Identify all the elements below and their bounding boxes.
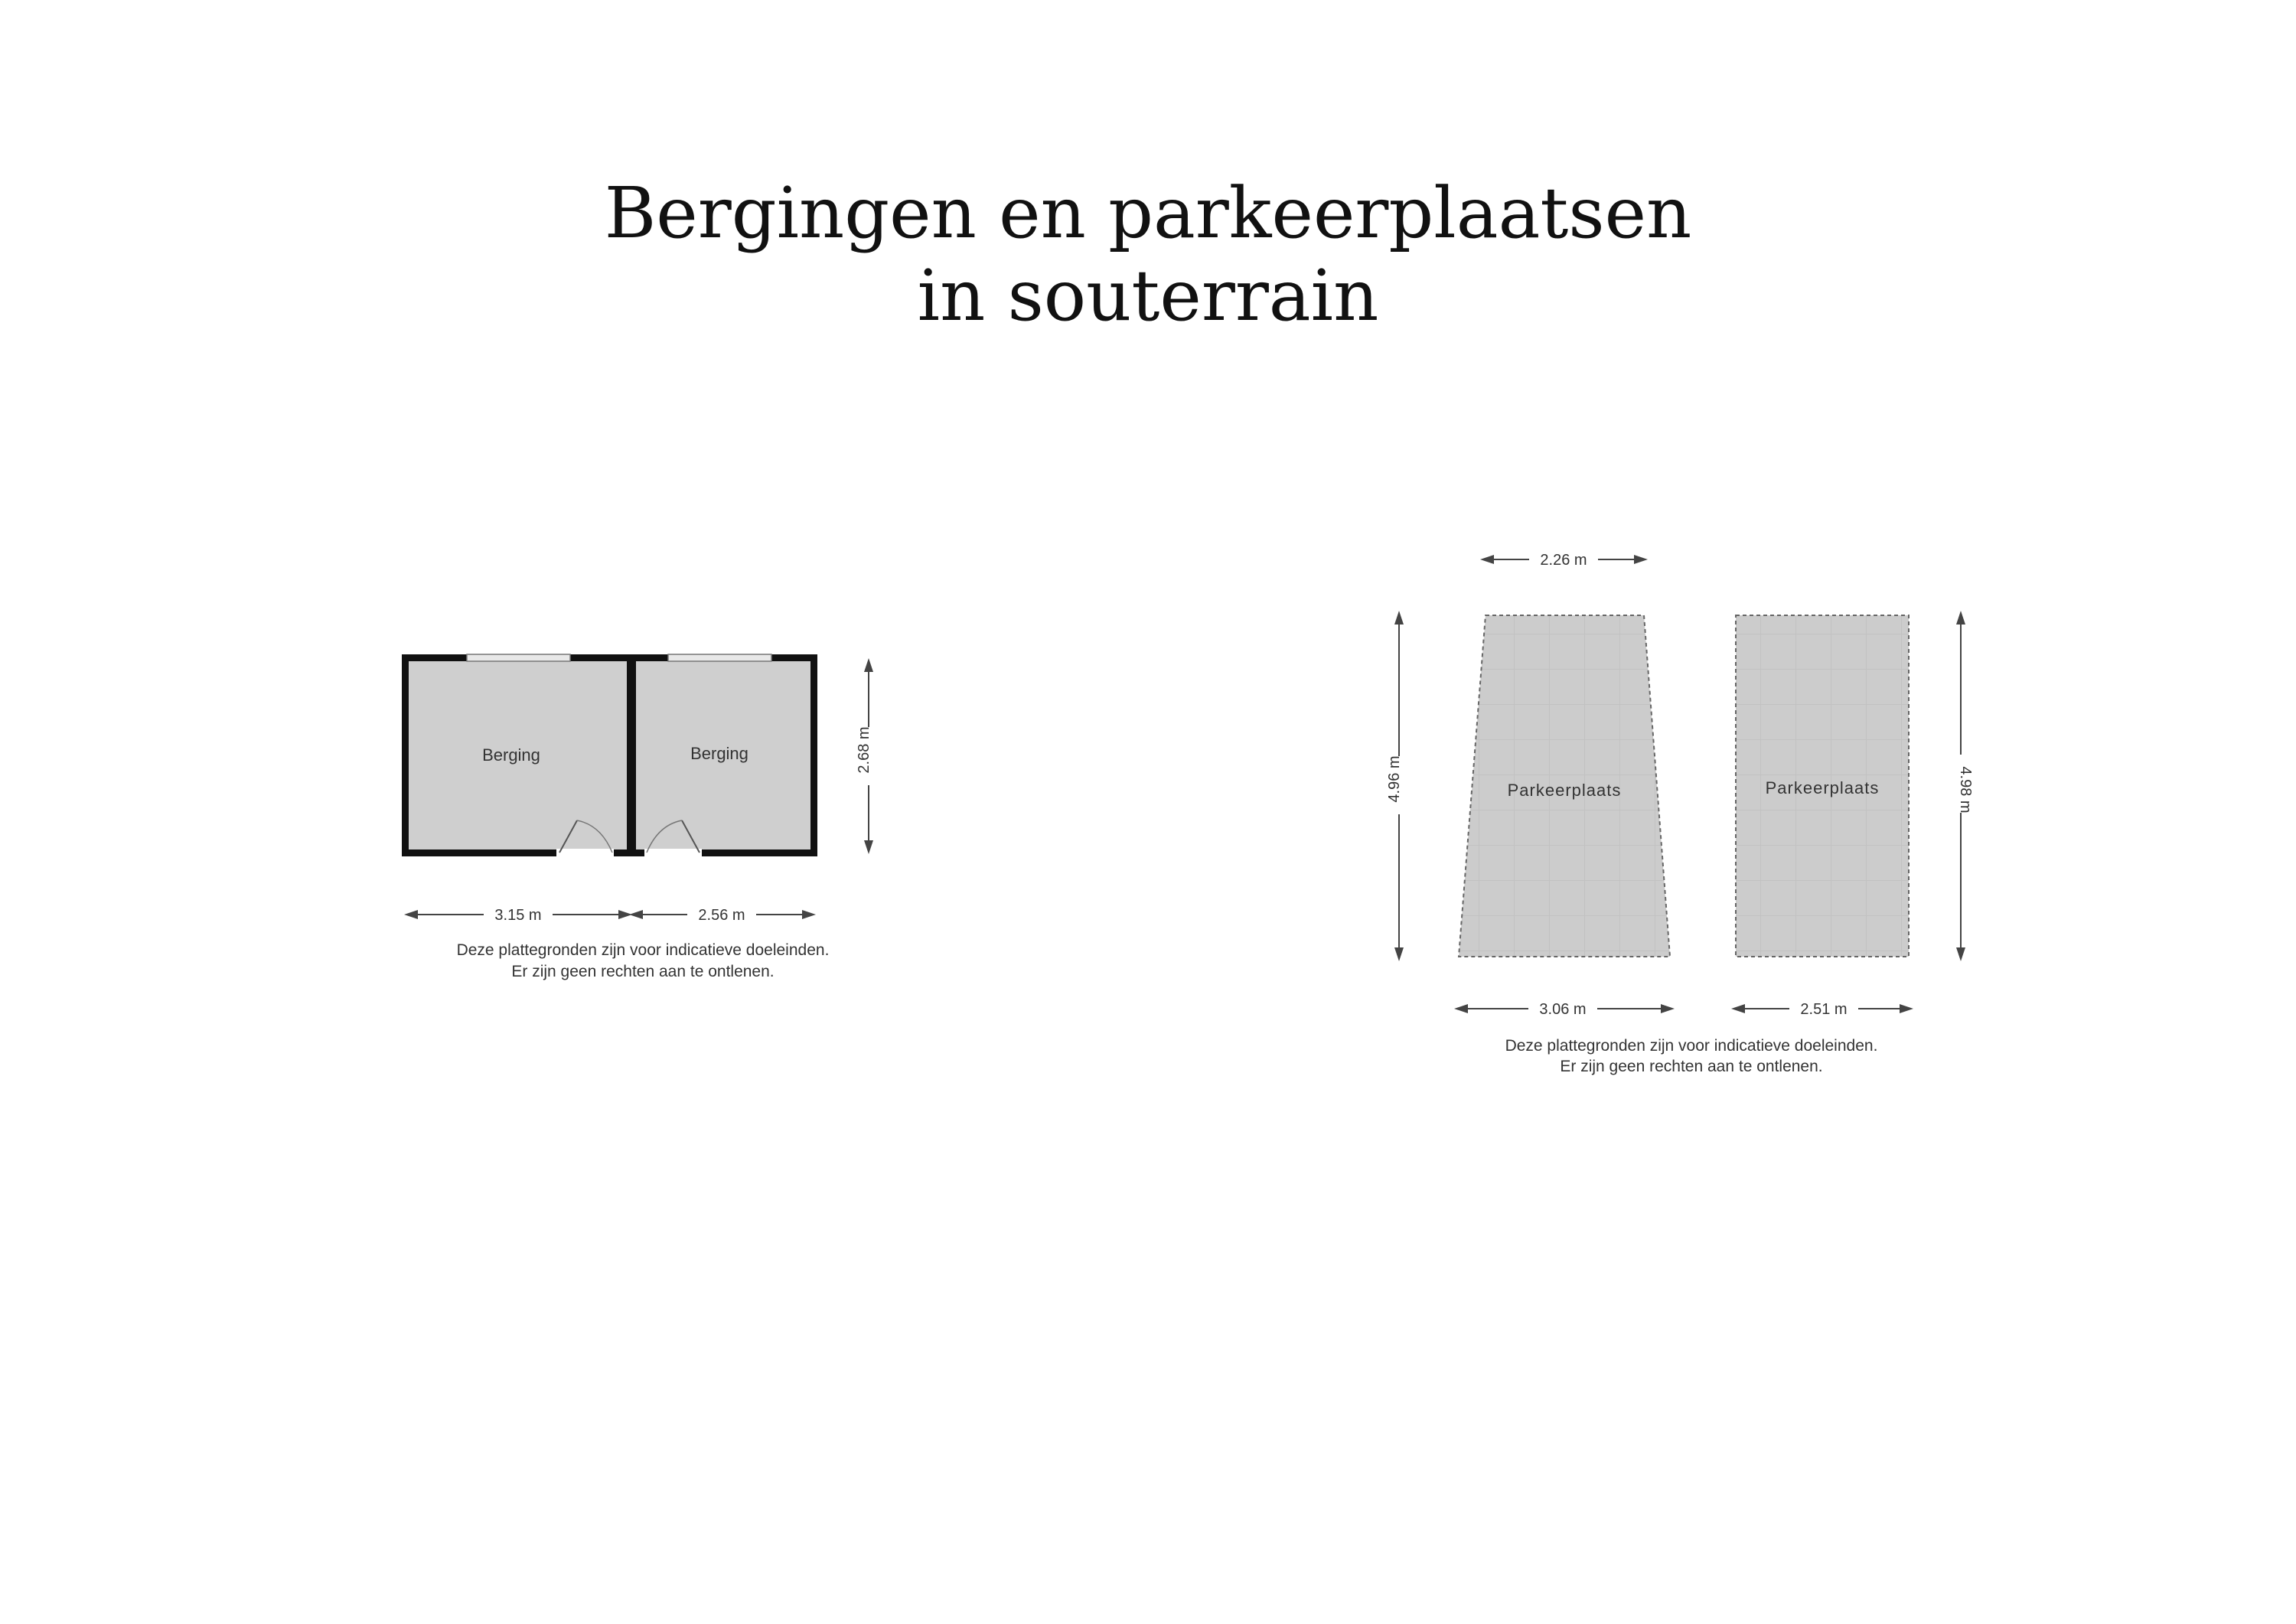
storage-width-right-label: 2.56 m (698, 907, 745, 924)
parking-space-left-label: Parkeerplaats (1507, 781, 1622, 800)
parking-disclaimer-line-2: Er zijn geen rechten aan te ontlenen. (1560, 1058, 1823, 1075)
parking-bottom-left-label: 3.06 m (1539, 1001, 1587, 1018)
parking-space-right-label: Parkeerplaats (1765, 778, 1880, 797)
storage-width-left-label: 3.15 m (494, 907, 542, 924)
storage-disclaimer-line-2: Er zijn geen rechten aan te ontlenen. (511, 963, 775, 980)
storage-room-left-label: Berging (482, 745, 540, 765)
title-line-1: Bergingen en parkeerplaatsen (604, 172, 1692, 254)
storage-room-right-label: Berging (690, 744, 748, 763)
parking-left-height-label: 4.96 m (1386, 755, 1403, 803)
storage-height-label: 2.68 m (856, 726, 872, 774)
parking-bottom-right-label: 2.51 m (1800, 1001, 1848, 1018)
parking-right-height-label: 4.98 m (1957, 766, 1974, 814)
title-line-2: in souterrain (917, 255, 1379, 337)
parking-floorplan (1386, 549, 1974, 1075)
parking-top-width-label: 2.26 m (1540, 552, 1587, 569)
parking-disclaimer-line-1: Deze plattegronden zijn voor indicatieve doeleinden. (1505, 1037, 1878, 1055)
storage-disclaimer-line-1: Deze plattegronden zijn voor indicatieve doeleinden. (456, 941, 830, 959)
storage-floorplan (402, 654, 879, 980)
